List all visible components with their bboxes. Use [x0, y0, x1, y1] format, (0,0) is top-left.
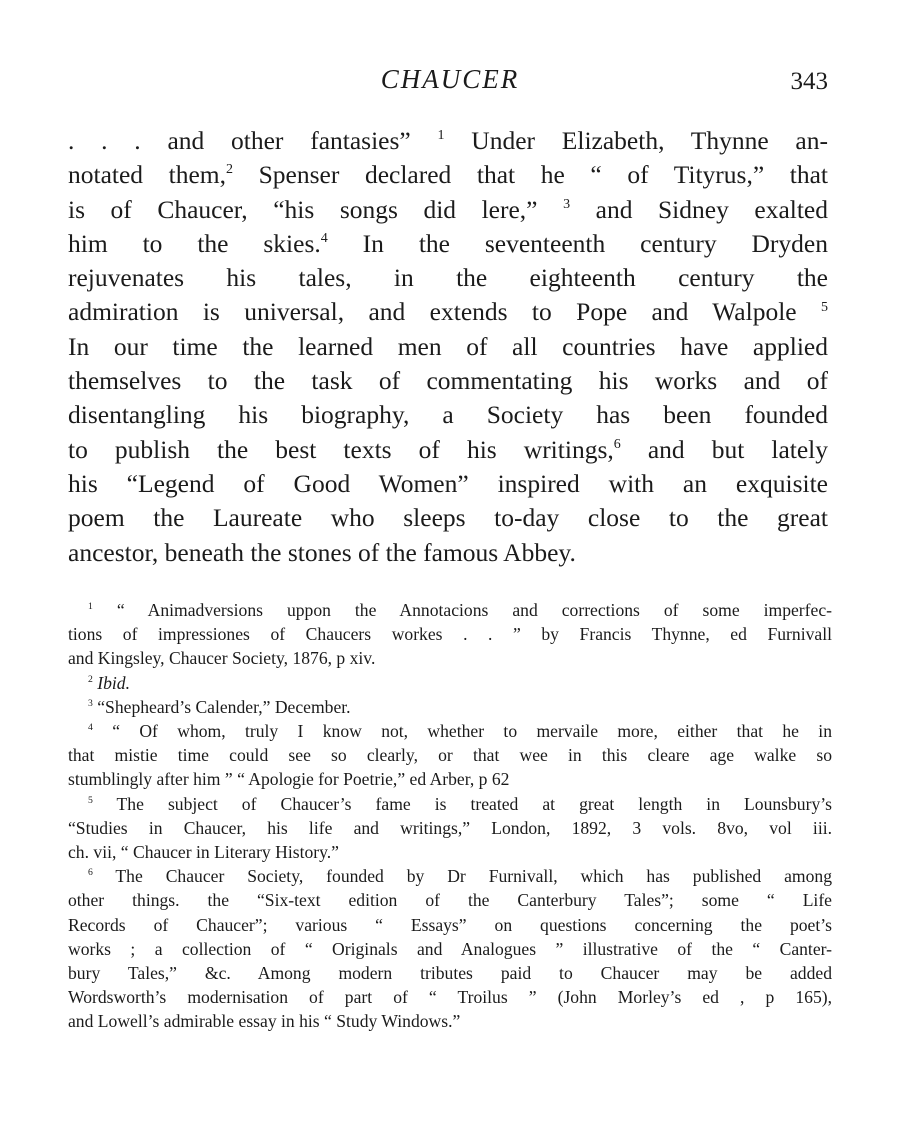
footnote-ref: 2: [88, 673, 93, 685]
footnote-line: [68, 1009, 832, 1033]
footnote-line: [68, 622, 832, 646]
footnote-line: [68, 792, 832, 816]
text-run: In the seventeenth century Dryden: [327, 228, 828, 258]
footnote: [68, 719, 832, 792]
page-number: 343: [790, 68, 828, 95]
footnote-line: [68, 985, 832, 1009]
text-run: and Kingsley, Chaucer Society, 1876, p xiv.: [68, 648, 376, 669]
page-header: [0, 62, 900, 102]
footnote-ref: 4: [88, 722, 93, 734]
footnote: [68, 671, 832, 695]
text-run: and Lowell’s admirable essay in his “ Study Windows.”: [68, 1011, 461, 1032]
text-line: [68, 158, 828, 192]
text-run: stumblingly after him ” “ Apologie for Poetrie,” ed Arber, p 62: [68, 769, 510, 790]
footnote-ref: 5: [820, 299, 828, 315]
footnote-ref: 6: [613, 436, 621, 452]
text-run: him to the skies.: [68, 228, 321, 258]
footnote-ref: 1: [437, 128, 445, 144]
text-line: [68, 261, 828, 295]
running-title: CHAUCER: [380, 64, 520, 94]
footnote-line: [68, 719, 832, 743]
text-run: rejuvenates his tales, in the eighteenth century the: [68, 263, 828, 293]
footnote-line: [68, 961, 832, 985]
footnote-line: [68, 937, 832, 961]
text-run: Records of Chaucer”; various “ Essays” on questions concerning the poet’s: [68, 914, 832, 935]
text-run: “ Animadversions uppon the Annotacions and corrections of some imperfec-: [92, 600, 832, 620]
text-run: The Chaucer Society, founded by Dr Furnivall, which has published among: [92, 866, 832, 887]
text-run: poem the Laureate who sleeps to-day close to the great: [68, 503, 828, 533]
footnote-line: [68, 913, 832, 937]
italic-text: Ibid.: [97, 672, 130, 693]
text-line: [68, 536, 828, 570]
footnote-line: [68, 598, 832, 622]
footnote: [68, 695, 832, 719]
text-run: and but lately: [620, 434, 829, 464]
text-run: . . . and other fantasies”: [68, 126, 438, 155]
text-run: disentangling his biography, a Society has been founded: [68, 400, 828, 430]
text-run: Spenser declared that he “ of Tityrus,” that: [233, 160, 828, 190]
footnote-line: [68, 888, 832, 912]
text-line: [68, 467, 828, 501]
footnote-line: [68, 840, 832, 864]
text-run: is of Chaucer, “his songs did lere,”: [68, 194, 564, 224]
text-line: [68, 433, 828, 467]
text-run: “Studies in Chaucer, his life and writings,” London, 1892, 3 vols. 8vo, vol iii.: [68, 817, 832, 838]
footnote-line: [68, 767, 832, 791]
footnote-line: [68, 864, 832, 888]
footnote: [68, 864, 832, 1033]
text-run: The subject of Chaucer’s fame is treated at great length in Lounsbury’s: [92, 793, 832, 814]
footnote: [68, 598, 832, 671]
text-run: that mistie time could see so clearly, or that wee in this cleare age walke so: [68, 745, 832, 766]
text-line: [68, 295, 828, 329]
footnote-ref: 6: [88, 867, 93, 879]
footnote-line: [68, 671, 832, 695]
main-text: [68, 124, 828, 570]
text-run: “ Of whom, truly I know not, whether to mervaile more, either that he in: [92, 721, 832, 742]
text-line: [68, 398, 828, 432]
text-run: Wordsworth’s modernisation of part of “ Troilus ” (John Morley’s ed , p 165),: [68, 987, 832, 1008]
text-line: [68, 330, 828, 364]
text-run: notated them,: [68, 160, 227, 190]
footnotes: [68, 598, 832, 1034]
footnote-ref: 1: [88, 601, 93, 613]
text-run: bury Tales,” &c. Among modern tributes paid to Chaucer may be added: [68, 963, 832, 984]
footnote-line: [68, 743, 832, 767]
footnote-ref: 4: [320, 231, 328, 247]
text-run: ch. vii, “ Chaucer in Literary History.”: [68, 842, 339, 863]
footnote-ref: 2: [226, 162, 234, 178]
text-line: [68, 364, 828, 398]
text-line: [68, 124, 828, 158]
text-run: Under Elizabeth, Thynne an-: [444, 126, 828, 155]
footnote: [68, 792, 832, 865]
text-run: works ; a collection of “ Originals and Analogues ” illustrative of the “ Canter-: [68, 938, 832, 959]
text-run: themselves to the task of commentating his works and of: [68, 366, 828, 396]
footnote-ref: 3: [88, 698, 93, 710]
text-run: admiration is universal, and extends to Pope and Walpole: [68, 297, 821, 327]
text-run: ancestor, beneath the stones of the famous Abbey.: [68, 537, 576, 567]
footnote-ref: 5: [88, 794, 93, 806]
text-run: In our time the learned men of all countries have applied: [68, 331, 828, 361]
footnote-line: [68, 695, 832, 719]
text-run: “Shepheard’s Calender,” December.: [92, 696, 351, 717]
footnote-ref: 3: [563, 196, 571, 212]
text-run: other things. the “Six-text edition of the Canterbury Tales”; some “ Life: [68, 890, 832, 911]
text-line: [68, 227, 828, 261]
text-run: tions of impressiones of Chaucers workes . . ” by Francis Thynne, ed Furnivall: [68, 624, 832, 645]
footnote-line: [68, 646, 832, 670]
text-run: to publish the best texts of his writings,: [68, 434, 614, 464]
text-run: his “Legend of Good Women” inspired with an exquisite: [68, 468, 828, 498]
text-run: and Sidney exalted: [570, 194, 828, 224]
text-line: [68, 501, 828, 535]
footnote-line: [68, 816, 832, 840]
text-line: [68, 193, 828, 227]
